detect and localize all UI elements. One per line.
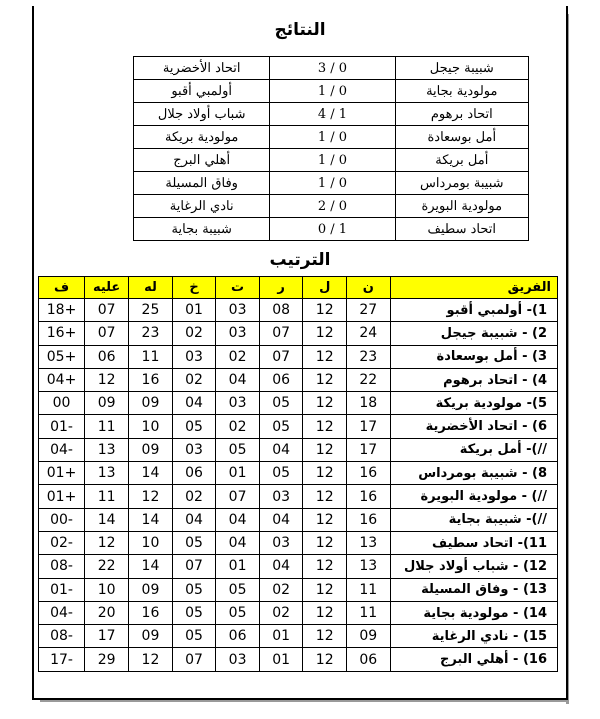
standings-wins: 07 [259, 345, 303, 368]
header-goal-diff: ف [39, 277, 85, 299]
result-score: 4 / 1 [270, 103, 395, 126]
standings-row [39, 625, 558, 648]
header-wins: ر [259, 277, 303, 299]
result-row [134, 126, 529, 149]
standings-goals-for: 09 [129, 578, 173, 601]
standings-goals-for: 14 [129, 555, 173, 578]
standings-row [39, 648, 558, 671]
standings-draws: 06 [216, 625, 260, 648]
result-home-team: أمل بوسعادة [395, 126, 528, 149]
header-goals-against: عليه [85, 277, 129, 299]
standings-losses: 05 [172, 578, 216, 601]
standings-played: 12 [303, 368, 347, 391]
standings-wins: 07 [259, 322, 303, 345]
header-played: ل [303, 277, 347, 299]
standings-goal-diff: 01- [39, 415, 85, 438]
standings-row [39, 462, 558, 485]
results-table [133, 56, 529, 241]
standings-goals-against: 17 [85, 625, 129, 648]
standings-played: 12 [303, 578, 347, 601]
result-away-team: شباب أولاد جلال [134, 103, 270, 126]
standings-points: 16 [347, 508, 391, 531]
standings-goals-for: 12 [129, 485, 173, 508]
standings-team: 6) - اتحاد الأخضرية [390, 415, 557, 438]
standings-team: 12) - شباب أولاد جلال [390, 555, 557, 578]
result-score: 1 / 0 [270, 126, 395, 149]
standings-draws: 05 [216, 438, 260, 461]
standings-goal-diff: 16+ [39, 322, 85, 345]
standings-points: 23 [347, 345, 391, 368]
standings-row [39, 345, 558, 368]
standings-played: 12 [303, 322, 347, 345]
standings-goal-diff: 18+ [39, 299, 85, 322]
result-row [134, 80, 529, 103]
standings-points: 17 [347, 415, 391, 438]
standings-row [39, 299, 558, 322]
standings-played: 12 [303, 438, 347, 461]
standings-wins: 05 [259, 462, 303, 485]
result-away-team: وفاق المسيلة [134, 172, 270, 195]
standings-wins: 05 [259, 415, 303, 438]
standings-played: 12 [303, 531, 347, 554]
standings-row [39, 485, 558, 508]
standings-row [39, 601, 558, 624]
result-row [134, 57, 529, 80]
standings-row [39, 322, 558, 345]
header-draws: ت [216, 277, 260, 299]
standings-losses: 07 [172, 555, 216, 578]
standings-wins: 04 [259, 508, 303, 531]
standings-goals-for: 16 [129, 368, 173, 391]
standings-goal-diff: 02- [39, 531, 85, 554]
standings-played: 12 [303, 392, 347, 415]
standings-goal-diff: 08- [39, 625, 85, 648]
standings-goals-for: 10 [129, 531, 173, 554]
standings-played: 12 [303, 625, 347, 648]
standings-played: 12 [303, 601, 347, 624]
standings-losses: 01 [172, 299, 216, 322]
standings-points: 24 [347, 322, 391, 345]
standings-goal-diff: 01+ [39, 485, 85, 508]
standings-draws: 03 [216, 648, 260, 671]
standings-draws: 04 [216, 368, 260, 391]
standings-row [39, 578, 558, 601]
standings-played: 12 [303, 345, 347, 368]
standings-goals-against: 14 [85, 508, 129, 531]
standings-header-row [39, 277, 558, 299]
result-score: 1 / 0 [270, 80, 395, 103]
result-score: 1 / 0 [270, 149, 395, 172]
standings-team: //) - مولودية البويرة [390, 485, 557, 508]
standings-goals-for: 25 [129, 299, 173, 322]
standings-wins: 04 [259, 555, 303, 578]
standings-draws: 02 [216, 345, 260, 368]
standings-goals-against: 13 [85, 438, 129, 461]
header-team: الفريق [390, 277, 557, 299]
standings-losses: 05 [172, 625, 216, 648]
standings-draws: 03 [216, 392, 260, 415]
standings-goal-diff: 04- [39, 438, 85, 461]
standings-goals-against: 12 [85, 531, 129, 554]
result-row [134, 172, 529, 195]
standings-wins: 08 [259, 299, 303, 322]
standings-points: 11 [347, 578, 391, 601]
standings-team: 2) - شبيبة جيجل [390, 322, 557, 345]
standings-goal-diff: 01- [39, 578, 85, 601]
standings-points: 11 [347, 601, 391, 624]
standings-goals-against: 13 [85, 462, 129, 485]
result-score: 0 / 1 [270, 218, 395, 241]
header-goals-for: له [129, 277, 173, 299]
standings-wins: 01 [259, 625, 303, 648]
standings-team: 5)- مولودية بريكة [390, 392, 557, 415]
result-score: 1 / 0 [270, 172, 395, 195]
standings-points: 22 [347, 368, 391, 391]
standings-losses: 04 [172, 392, 216, 415]
standings-goals-for: 16 [129, 601, 173, 624]
standings-row [39, 415, 558, 438]
standings-points: 13 [347, 555, 391, 578]
standings-goals-against: 06 [85, 345, 129, 368]
result-home-team: أمل بريكة [395, 149, 528, 172]
standings-losses: 03 [172, 345, 216, 368]
standings-points: 09 [347, 625, 391, 648]
standings-team: 16) - أهلي البرج [390, 648, 557, 671]
standings-goal-diff: 04- [39, 601, 85, 624]
standings-wins: 04 [259, 438, 303, 461]
standings-played: 12 [303, 415, 347, 438]
standings-team: 4) - اتحاد برهوم [390, 368, 557, 391]
result-away-team: نادي الرغاية [134, 195, 270, 218]
standings-goals-against: 29 [85, 648, 129, 671]
standings-team: 8) - شبيبة بومرداس [390, 462, 557, 485]
standings-row [39, 531, 558, 554]
result-home-team: شبيبة بومرداس [395, 172, 528, 195]
result-home-team: مولودية بجاية [395, 80, 528, 103]
standings-goals-for: 12 [129, 648, 173, 671]
standings-goal-diff: 00- [39, 508, 85, 531]
standings-draws: 02 [216, 415, 260, 438]
results-title: النتائج [274, 20, 326, 40]
result-away-team: شبيبة بجاية [134, 218, 270, 241]
standings-table [38, 276, 558, 672]
result-row [134, 149, 529, 172]
result-row [134, 103, 529, 126]
standings-row [39, 438, 558, 461]
standings-draws: 05 [216, 601, 260, 624]
standings-goals-against: 07 [85, 322, 129, 345]
result-row [134, 195, 529, 218]
standings-wins: 06 [259, 368, 303, 391]
result-home-team: اتحاد سطيف [395, 218, 528, 241]
standings-losses: 05 [172, 415, 216, 438]
result-row [134, 218, 529, 241]
standings-team: 3) - أمل بوسعادة [390, 345, 557, 368]
standings-played: 12 [303, 299, 347, 322]
standings-draws: 04 [216, 508, 260, 531]
standings-team: 13) - وفاق المسيلة [390, 578, 557, 601]
standings-team: //)- شبيبة بجاية [390, 508, 557, 531]
standings-played: 12 [303, 508, 347, 531]
standings-goals-for: 09 [129, 625, 173, 648]
standings-goals-for: 14 [129, 462, 173, 485]
standings-points: 17 [347, 438, 391, 461]
standings-goals-for: 23 [129, 322, 173, 345]
standings-losses: 05 [172, 531, 216, 554]
standings-goal-diff: 08- [39, 555, 85, 578]
standings-goals-against: 20 [85, 601, 129, 624]
standings-points: 13 [347, 531, 391, 554]
result-home-team: شبيبة جيجل [395, 57, 528, 80]
result-home-team: مولودية البويرة [395, 195, 528, 218]
standings-played: 12 [303, 648, 347, 671]
standings-row [39, 368, 558, 391]
standings-goal-diff: 05+ [39, 345, 85, 368]
header-points: ن [347, 277, 391, 299]
standings-losses: 02 [172, 368, 216, 391]
standings-goals-against: 22 [85, 555, 129, 578]
standings-goals-for: 09 [129, 438, 173, 461]
standings-played: 12 [303, 485, 347, 508]
standings-losses: 06 [172, 462, 216, 485]
standings-losses: 05 [172, 601, 216, 624]
standings-row [39, 555, 558, 578]
standings-wins: 01 [259, 648, 303, 671]
standings-points: 16 [347, 462, 391, 485]
standings-goals-for: 10 [129, 415, 173, 438]
standings-losses: 04 [172, 508, 216, 531]
standings-goals-against: 09 [85, 392, 129, 415]
standings-losses: 02 [172, 322, 216, 345]
result-score: 3 / 0 [270, 57, 395, 80]
standings-team: 15) - نادي الرغاية [390, 625, 557, 648]
standings-wins: 03 [259, 531, 303, 554]
standings-goals-against: 11 [85, 415, 129, 438]
standings-goals-against: 12 [85, 368, 129, 391]
standings-team: 14) - مولودية بجاية [390, 601, 557, 624]
standings-draws: 03 [216, 299, 260, 322]
standings-goals-against: 07 [85, 299, 129, 322]
standings-row [39, 508, 558, 531]
standings-losses: 07 [172, 648, 216, 671]
standings-draws: 04 [216, 531, 260, 554]
standings-points: 16 [347, 485, 391, 508]
result-away-team: أولمبي أقبو [134, 80, 270, 103]
result-away-team: اتحاد الأخضرية [134, 57, 270, 80]
standings-goals-for: 14 [129, 508, 173, 531]
standings-goals-against: 10 [85, 578, 129, 601]
standings-points: 06 [347, 648, 391, 671]
standings-goal-diff: 04+ [39, 368, 85, 391]
standings-wins: 05 [259, 392, 303, 415]
standings-draws: 07 [216, 485, 260, 508]
result-away-team: مولودية بريكة [134, 126, 270, 149]
standings-points: 18 [347, 392, 391, 415]
standings-goals-for: 09 [129, 392, 173, 415]
standings-team: 11)- اتحاد سطيف [390, 531, 557, 554]
standings-draws: 01 [216, 462, 260, 485]
header-losses: خ [172, 277, 216, 299]
standings-goal-diff: 01+ [39, 462, 85, 485]
result-score: 2 / 0 [270, 195, 395, 218]
standings-goal-diff: 17- [39, 648, 85, 671]
standings-draws: 05 [216, 578, 260, 601]
standings-title: الترتيب [269, 250, 331, 270]
standings-draws: 01 [216, 555, 260, 578]
standings-row [39, 392, 558, 415]
standings-goals-against: 11 [85, 485, 129, 508]
standings-losses: 03 [172, 438, 216, 461]
standings-points: 27 [347, 299, 391, 322]
standings-played: 12 [303, 462, 347, 485]
standings-wins: 02 [259, 601, 303, 624]
standings-wins: 03 [259, 485, 303, 508]
result-home-team: اتحاد برهوم [395, 103, 528, 126]
standings-team: 1)- أولمبي أقبو [390, 299, 557, 322]
standings-team: //)- أمل بريكة [390, 438, 557, 461]
standings-goal-diff: 00 [39, 392, 85, 415]
result-away-team: أهلي البرج [134, 149, 270, 172]
standings-draws: 03 [216, 322, 260, 345]
standings-wins: 02 [259, 578, 303, 601]
standings-played: 12 [303, 555, 347, 578]
standings-goals-for: 11 [129, 345, 173, 368]
standings-losses: 02 [172, 485, 216, 508]
